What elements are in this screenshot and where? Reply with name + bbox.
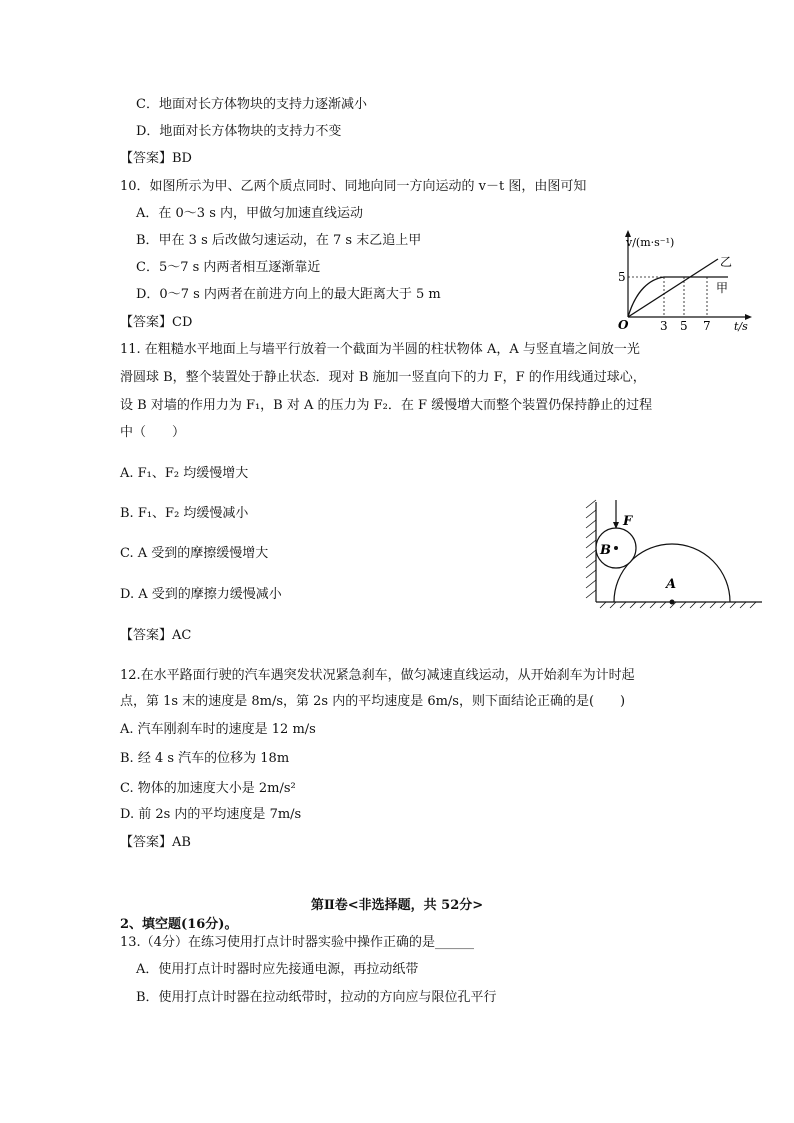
q12-option-d: D. 前 2s 内的平均速度是 7m/s <box>120 807 302 822</box>
diagram-label-f: F <box>623 514 633 529</box>
q13-option-b: B．使用打点计时器在拉动纸带时，拉动的方向应与限位孔平行 <box>136 990 497 1005</box>
q12-option-a: A. 汽车刚刹车时的速度是 12 m/s <box>120 722 316 737</box>
q10-option-a: A．在 0～3 s 内，甲做匀加速直线运动 <box>136 206 363 221</box>
q11-answer: 【答案】AC <box>120 628 192 643</box>
q11-option-b: B. F₁、F₂ 均缓慢减小 <box>120 506 249 521</box>
q11-stem-line4: 中（ ） <box>120 425 186 440</box>
graph-x-tick-3: 3 <box>660 319 668 333</box>
q11-force-diagram <box>582 498 767 610</box>
q12-option-b: B. 经 4 s 汽车的位移为 18m <box>120 751 290 766</box>
q10-answer: 【答案】CD <box>120 315 193 330</box>
q11-option-d: D. A 受到的摩擦力缓慢减小 <box>120 587 282 602</box>
graph-x-tick-7: 7 <box>703 319 711 333</box>
diagram-label-a: A <box>666 577 677 592</box>
q10-option-d: D．0～7 s 内两者在前进方向上的最大距离大于 5 m <box>136 287 441 302</box>
q11-option-a: A. F₁、F₂ 均缓慢增大 <box>120 466 249 481</box>
q11-stem-line3: 设 B 对墙的作用力为 F₁，B 对 A 的压力为 F₂．在 F 缓慢增大而整个装置仍保持静止的过程 <box>120 398 653 413</box>
q10-option-c: C．5～7 s 内两者相互逐渐靠近 <box>136 260 321 275</box>
part2-title: 第Ⅱ卷<非选择题，共 52分> <box>310 898 484 913</box>
graph-y-tick: 5 <box>618 270 626 284</box>
q9-option-d: D．地面对长方体物块的支持力不变 <box>136 124 342 139</box>
q13-option-a: A．使用打点计时器时应先接通电源，再拉动纸带 <box>136 962 419 977</box>
q11-stem-line2: 滑圆球 B，整个装置处于静止状态．现对 B 施加一竖直向下的力 F，F 的作用线通过球心， <box>120 370 646 385</box>
q10-option-b: B．甲在 3 s 后改做匀速运动，在 7 s 末乙追上甲 <box>136 233 422 248</box>
q10-stem: 10．如图所示为甲、乙两个质点同时、同地向同一方向运动的 v－t 图，由图可知 <box>120 179 587 194</box>
graph-label-yi: 乙 <box>720 255 733 269</box>
q9-option-c: C．地面对长方体物块的支持力逐渐减小 <box>136 97 367 112</box>
q12-option-c: C. 物体的加速度大小是 2m/s² <box>120 781 296 796</box>
q12-answer: 【答案】AB <box>120 835 191 850</box>
q11-option-c: C. A 受到的摩擦缓慢增大 <box>120 546 269 561</box>
graph-x-label: t/s <box>734 320 748 333</box>
graph-label-jia: 甲 <box>716 281 729 295</box>
q9-answer: 【答案】BD <box>120 151 192 166</box>
graph-y-label: v/(m·s⁻¹) <box>626 236 675 249</box>
section-fill-in-heading: 2、填空题(16分)。 <box>120 917 238 932</box>
q10-vt-graph <box>612 222 762 334</box>
graph-x-tick-5: 5 <box>680 319 688 333</box>
diagram-label-b: B <box>600 543 611 558</box>
q11-stem-line1: 11. 在粗糙水平地面上与墙平行放着一个截面为半圆的柱状物体 A，A 与竖直墙之间放一光 <box>120 342 640 357</box>
q13-stem: 13.（4分）在练习使用打点计时器实验中操作正确的是______ <box>120 935 474 950</box>
graph-origin: O <box>618 318 629 332</box>
q12-stem-line2: 点，第 1s 末的速度是 8m/s，第 2s 内的平均速度是 6m/s，则下面结论正确的是( ) <box>120 694 626 709</box>
q12-stem-line1: 12.在水平路面行驶的汽车遇突发状况紧急刹车，做匀减速直线运动，从开始刹车为计时起 <box>120 668 635 683</box>
